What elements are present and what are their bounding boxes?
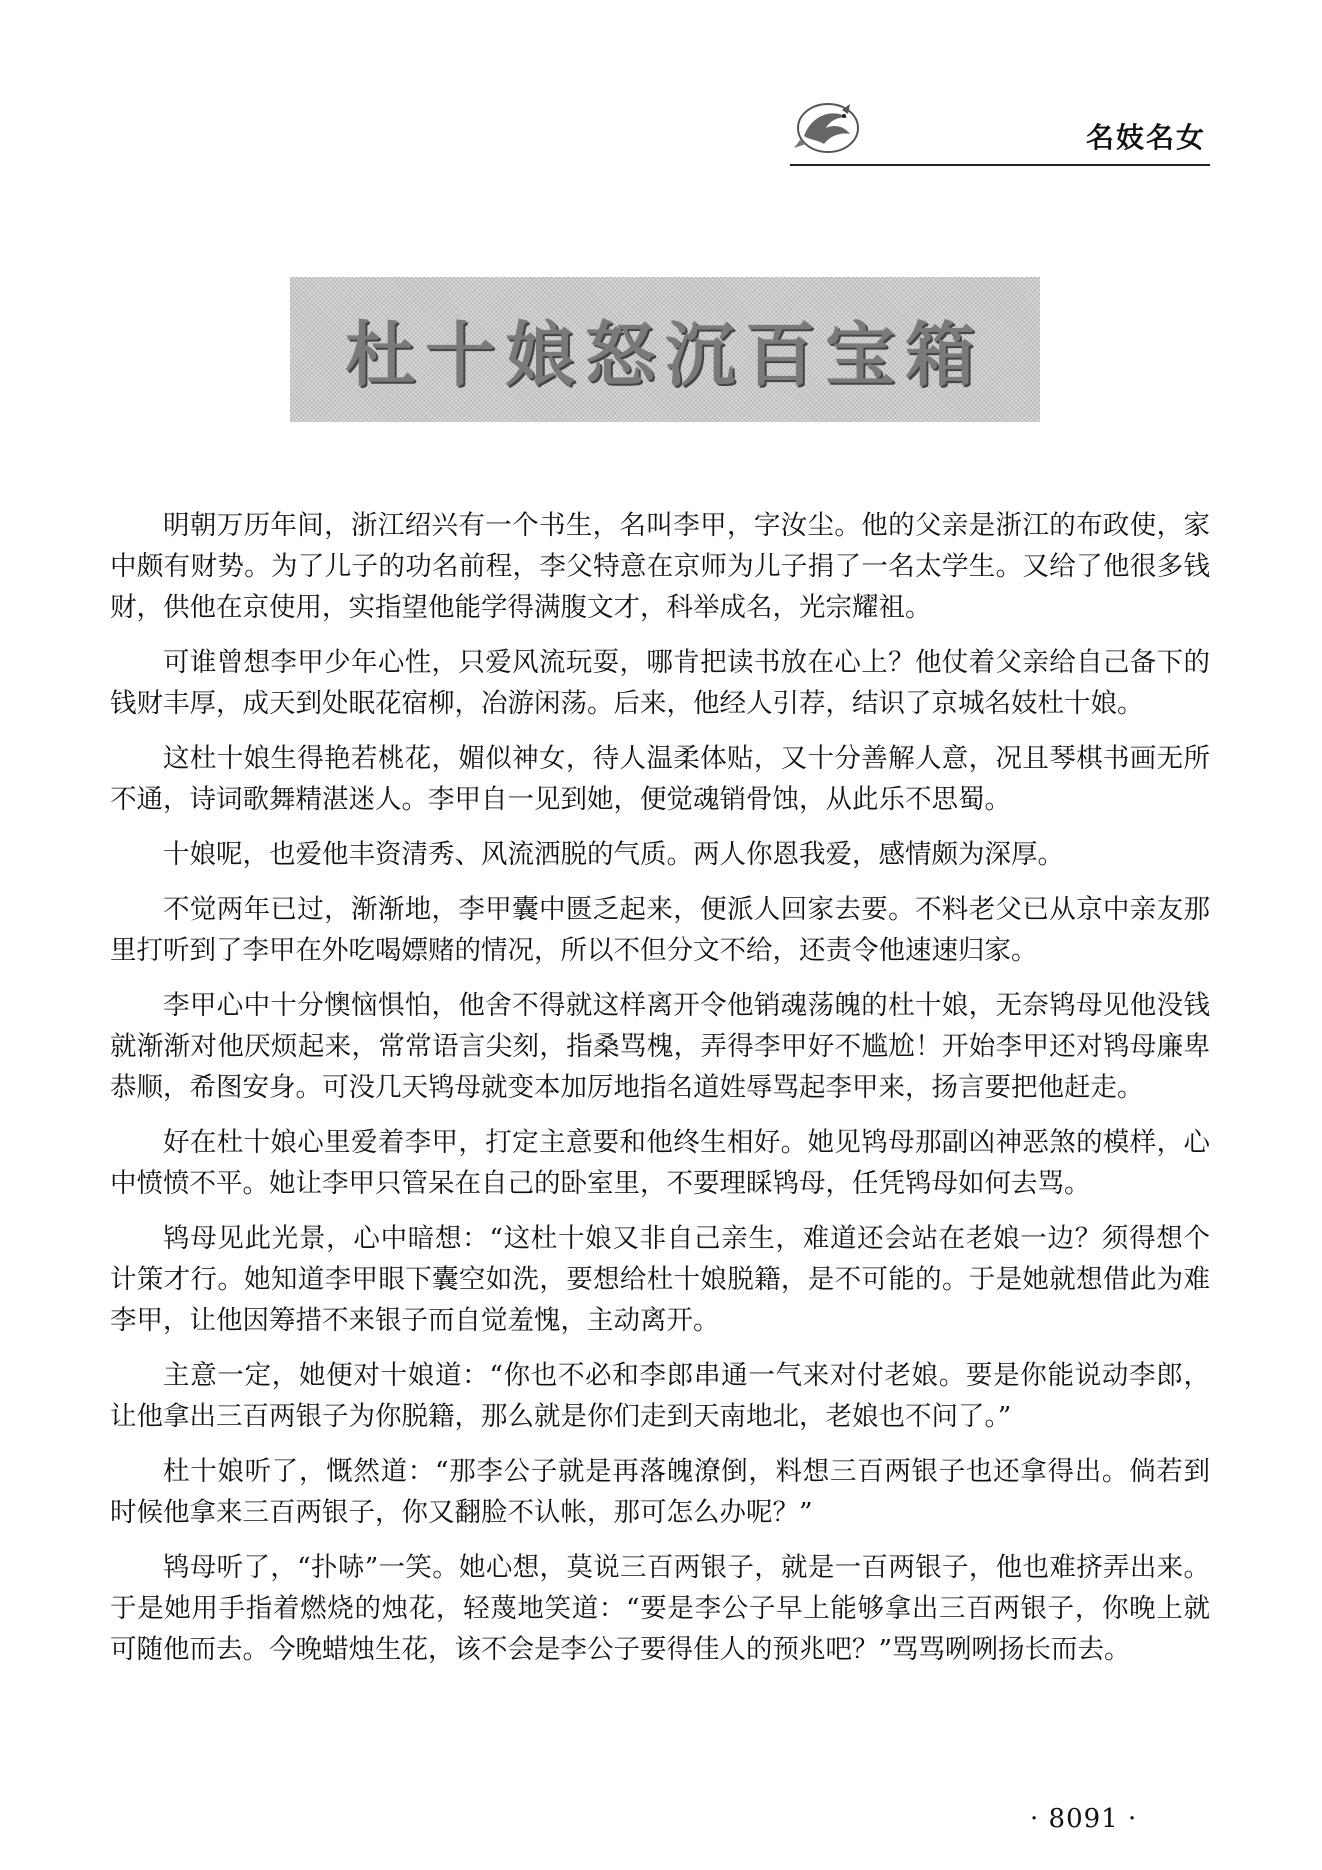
section-title: 名妓名女	[1085, 121, 1206, 154]
page-header	[790, 96, 1210, 176]
paragraph: 好在杜十娘心里爱着李甲，打定主意要和他终生相好。她见鸨母那副凶神恶煞的模样，心中愤愤不平。她让李甲只管呆在自己的卧室里，不要理睬鸨母，任凭鸨母如何去骂。	[110, 1127, 1210, 1199]
paragraph: 明朝万历年间，浙江绍兴有一个书生，名叫李甲，字汝尘。他的父亲是浙江的布政使，家中颇有财势。为了儿子的功名前程，李父特意在京师为儿子捐了一名太学生。又给了他很多钱财，供他在京使用，实指望他能学得满腹文才，科举成名，光宗耀祖。	[110, 510, 1210, 623]
paragraph: 鸨母见此光景，心中暗想：“这杜十娘又非自己亲生，难道还会站在老娘一边？须得想个计策才行。她知道李甲眼下囊空如洗，要想给杜十娘脱籍，是不可能的。于是她就想借此为难李甲，让他因筹措不来银子而自觉羞愧，主动离开。	[110, 1223, 1210, 1336]
paragraph: 不觉两年已过，渐渐地，李甲囊中匮乏起来，便派人回家去要。不料老父已从京中亲友那里打听到了李甲在外吃喝嫖赌的情况，所以不但分文不给，还责令他速速归家。	[110, 894, 1210, 966]
header-divider	[790, 164, 1210, 166]
paragraph: 李甲心中十分懊恼惧怕，他舍不得就这样离开令他销魂荡魄的杜十娘，无奈鸨母见他没钱就渐渐对他厌烦起来，常常语言尖刻，指桑骂槐，弄得李甲好不尴尬！开始李甲还对鸨母廉卑恭顺，希图安身。可没几天鸨母就变本加厉地指名道姓辱骂起李甲来，扬言要把他赶走。	[110, 990, 1210, 1103]
title-banner	[290, 277, 1040, 422]
paragraph: 十娘呢，也爱他丰资清秀、风流洒脱的气质。两人你恩我爱，感情颇为深厚。	[163, 839, 1064, 870]
paragraph: 鸨母听了，“扑哧”一笑。她心想，莫说三百两银子，就是一百两银子，他也难挤弄出来。于是她用手指着燃烧的烛花，轻蔑地笑道：“要是李公子早上能够拿出三百两银子，你晚上就可随他而去。今晚蜡烛生花，该不会是李公子要得佳人的预兆吧？”骂骂咧咧扬长而去。	[110, 1552, 1210, 1665]
article-body	[110, 505, 1210, 1684]
paragraph: 可谁曾想李甲少年心性，只爱风流玩耍，哪肯把读书放在心上？他仗着父亲给自己备下的钱财丰厚，成天到处眠花宿柳，冶游闲荡。后来，他经人引荐，结识了京城名妓杜十娘。	[110, 647, 1210, 719]
paragraph: 主意一定，她便对十娘道：“你也不必和李郎串通一气来对付老娘。要是你能说动李郎，让他拿出三百两银子为你脱籍，那么就是你们走到天南地北，老娘也不问了。”	[110, 1360, 1210, 1432]
dragon-emblem-icon	[790, 96, 868, 158]
paragraph: 这杜十娘生得艳若桃花，媚似神女，待人温柔体贴，又十分善解人意，况且琴棋书画无所不通，诗词歌舞精湛迷人。李甲自一见到她，便觉魂销骨蚀，从此乐不思蜀。	[110, 743, 1210, 815]
page-number: · 8091 ·	[1030, 1804, 1138, 1834]
article-title: 杜十娘怒沉百宝箱	[345, 313, 985, 396]
paragraph: 杜十娘听了，慨然道：“那李公子就是再落魄潦倒，料想三百两银子也还拿得出。倘若到时候他拿来三百两银子，你又翻脸不认帐，那可怎么办呢？”	[110, 1456, 1210, 1528]
